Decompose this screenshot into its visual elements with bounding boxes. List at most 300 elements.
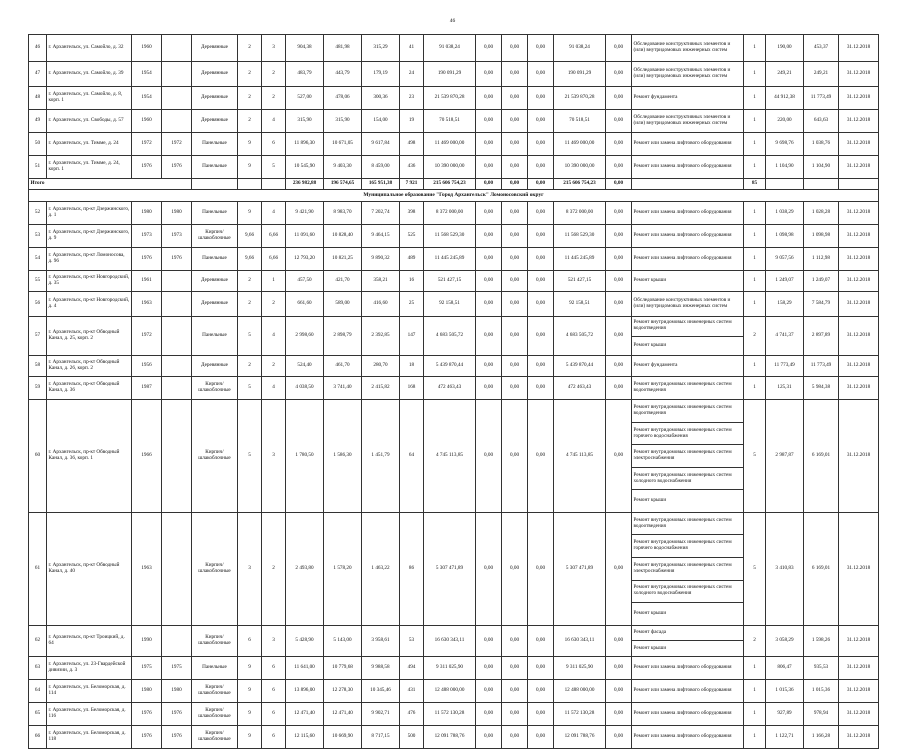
area-a: 1 578,20	[324, 512, 362, 625]
repair-program-table	[28, 34, 879, 749]
wall-material: Кирпич/ шлакоблочные	[192, 377, 238, 400]
total-area: 11 091,60	[286, 225, 324, 248]
build-year: 1987	[132, 377, 162, 400]
fund-cost: 11 469 000,00	[554, 133, 606, 156]
funds-3: 0,00	[528, 133, 554, 156]
total-area: 12 793,20	[286, 248, 324, 271]
unit-cost: 1 038,29	[766, 202, 804, 225]
total-cost: 8 372 000,00	[424, 202, 476, 225]
work-item: Обследование конструктивных элементов и (или) внутридомовых инженерных систем	[633, 41, 731, 53]
funds-1: 0,00	[476, 512, 502, 625]
works-list	[632, 292, 744, 317]
funds-3: 0,00	[528, 377, 554, 400]
total-cost: 9 311 025,90	[424, 656, 476, 679]
limit-cost: 1 015,36	[804, 679, 839, 702]
row-number: 59	[29, 377, 47, 400]
work-count: 5	[744, 512, 766, 625]
wall-material: Панельные	[192, 202, 238, 225]
funds-2: 0,00	[502, 656, 528, 679]
funds-1: 0,00	[476, 62, 502, 87]
work-item: Ремонт или замена лифтового оборудования	[633, 255, 732, 262]
funds-4: 0,00	[606, 725, 632, 748]
floors: 5	[238, 377, 262, 400]
commission-year	[162, 356, 192, 377]
residents: 147	[400, 317, 424, 356]
row-number: 50	[29, 133, 47, 156]
residents: 498	[400, 133, 424, 156]
work-item: Ремонт фундамента	[633, 362, 678, 369]
entrances: 3	[262, 625, 286, 656]
wall-material: Деревянные	[192, 35, 238, 62]
area-a: 10 779,68	[324, 656, 362, 679]
build-year: 1980	[132, 202, 162, 225]
entrances: 1	[262, 271, 286, 292]
area-a: 10 821,25	[324, 248, 362, 271]
wall-material: Деревянные	[192, 356, 238, 377]
wall-material: Кирпич/ шлакоблочные	[192, 225, 238, 248]
address: г. Архангельск, ул. Беломорская, д. 116	[47, 702, 132, 725]
build-year: 1973	[132, 225, 162, 248]
residents: 476	[400, 702, 424, 725]
entrances: 6	[262, 133, 286, 156]
total-area: 2 493,80	[286, 512, 324, 625]
completion-date: 31.12.2018	[839, 356, 879, 377]
wall-material: Кирпич/ шлакоблочные	[192, 512, 238, 625]
area-a: 10 669,90	[324, 725, 362, 748]
commission-year: 1972	[162, 133, 192, 156]
work-count: 1	[744, 356, 766, 377]
address: г. Архангельск, пр-кт Обводный Канал, д. 36	[47, 377, 132, 400]
total-area: 1 780,50	[286, 400, 324, 513]
work-item: Ремонт или замена лифтового оборудования	[633, 663, 732, 670]
row-number: 53	[29, 225, 47, 248]
build-year: 1960	[132, 35, 162, 62]
work-item: Ремонт внутридомовых инженерных систем водоотведения	[632, 513, 743, 536]
area-b: 2 392,85	[362, 317, 400, 356]
entrances: 6	[262, 702, 286, 725]
funds-1: 0,00	[476, 292, 502, 317]
work-count: 1	[744, 271, 766, 292]
funds-4: 0,00	[606, 156, 632, 179]
row-number: 51	[29, 156, 47, 179]
floors: 9	[238, 702, 262, 725]
residents: 494	[400, 656, 424, 679]
total-label: Итого	[29, 179, 192, 190]
commission-year	[162, 87, 192, 110]
floors: 6	[238, 625, 262, 656]
limit-cost: 2 897,89	[804, 317, 839, 356]
total-cost: 12 488 000,00	[424, 679, 476, 702]
limit-cost: 1 104,90	[804, 156, 839, 179]
rows-top	[29, 35, 879, 179]
work-item: Ремонт или замена лифтового оборудования	[633, 163, 732, 170]
works-list	[632, 679, 744, 702]
funds-2: 0,00	[502, 625, 528, 656]
work-count: 1	[744, 87, 766, 110]
area-a: 9 403,30	[324, 156, 362, 179]
wall-material: Деревянные	[192, 110, 238, 133]
funds-4: 0,00	[606, 702, 632, 725]
unit-cost: 1 249,07	[766, 271, 804, 292]
area-a: 8 983,70	[324, 202, 362, 225]
row-number: 56	[29, 292, 47, 317]
floors: 9	[238, 133, 262, 156]
work-item: Обследование конструктивных элементов и (или) внутридомовых инженерных систем	[633, 297, 731, 309]
fund-cost: 190 091,29	[554, 62, 606, 87]
total-cost: 21 539 870,28	[424, 87, 476, 110]
address: г. Архангельск, пр-кт Дзержинского, д. 1	[47, 202, 132, 225]
unit-cost: 1 015,36	[766, 679, 804, 702]
works-list	[632, 512, 744, 625]
residents: 23	[400, 87, 424, 110]
area-a: 421,70	[324, 271, 362, 292]
build-year: 1956	[132, 356, 162, 377]
funds-3: 0,00	[528, 35, 554, 62]
unit-cost: 9 698,76	[766, 133, 804, 156]
work-count: 1	[744, 225, 766, 248]
funds-1: 0,00	[476, 377, 502, 400]
unit-cost: 927,89	[766, 702, 804, 725]
funds-3: 0,00	[528, 625, 554, 656]
funds-3: 0,00	[528, 87, 554, 110]
address: г. Архангельск, ул. 23-Гвардейской дивизии, д. 3	[47, 656, 132, 679]
funds-1: 0,00	[476, 35, 502, 62]
funds-3: 0,00	[528, 679, 554, 702]
funds-4: 0,00	[606, 625, 632, 656]
floors: 2	[238, 356, 262, 377]
table-row	[29, 202, 879, 225]
total-cost: 11 445 245,89	[424, 248, 476, 271]
entrances: 6	[262, 679, 286, 702]
works-list	[632, 377, 744, 400]
funds-3: 0,00	[528, 248, 554, 271]
floors: 9	[238, 725, 262, 748]
address: г. Архангельск, ул. Тимме, д. 24	[47, 133, 132, 156]
address: г. Архангельск, ул. Свободы, д. 57	[47, 110, 132, 133]
residents: 16	[400, 271, 424, 292]
work-item: Ремонт или замена лифтового оборудования	[633, 232, 732, 239]
limit-cost: 11 773,49	[804, 87, 839, 110]
completion-date: 31.12.2018	[839, 725, 879, 748]
entrances: 4	[262, 202, 286, 225]
build-year: 1972	[132, 133, 162, 156]
unit-cost: 1 098,98	[766, 225, 804, 248]
unit-cost: 806,47	[766, 656, 804, 679]
commission-year	[162, 400, 192, 513]
entrances: 4	[262, 377, 286, 400]
row-number: 46	[29, 35, 47, 62]
completion-date: 31.12.2018	[839, 377, 879, 400]
funds-2: 0,00	[502, 202, 528, 225]
row-number: 47	[29, 62, 47, 87]
address: г. Архангельск, пр-кт Обводный Канал, д. 26, корп. 2	[47, 356, 132, 377]
residents: 64	[400, 400, 424, 513]
funds-2: 0,00	[502, 110, 528, 133]
entrances: 6	[262, 725, 286, 748]
floors: 2	[238, 35, 262, 62]
row-number: 64	[29, 679, 47, 702]
funds-2: 0,00	[502, 35, 528, 62]
work-count: 1	[744, 679, 766, 702]
residents: 525	[400, 225, 424, 248]
build-year: 1960	[132, 110, 162, 133]
area-b: 2 415,82	[362, 377, 400, 400]
work-count: 1	[744, 110, 766, 133]
area-a: 481,98	[324, 35, 362, 62]
build-year: 1972	[132, 317, 162, 356]
area-b: 9 902,71	[362, 702, 400, 725]
funds-1: 0,00	[476, 248, 502, 271]
limit-cost: 1 249,07	[804, 271, 839, 292]
total-cost: 521 427,15	[424, 271, 476, 292]
section-header	[29, 190, 879, 202]
unit-cost: 9 057,56	[766, 248, 804, 271]
fund-cost: 9 311 025,90	[554, 656, 606, 679]
table-row	[29, 248, 879, 271]
funds-4: 0,00	[606, 225, 632, 248]
build-year: 1990	[132, 625, 162, 656]
works-list	[632, 656, 744, 679]
limit-cost: 1 098,98	[804, 225, 839, 248]
fund-cost: 11 572 130,28	[554, 702, 606, 725]
entrances: 3	[262, 400, 286, 513]
limit-cost: 643,63	[804, 110, 839, 133]
commission-year: 1976	[162, 725, 192, 748]
floors: 5	[238, 400, 262, 513]
commission-year: 1975	[162, 656, 192, 679]
work-item: Ремонт фундамента	[633, 94, 678, 101]
total-cost: 91 038,24	[424, 35, 476, 62]
total-cost: 11 469 000,00	[424, 133, 476, 156]
work-item: Ремонт крыши	[633, 277, 667, 284]
entrances: 4	[262, 110, 286, 133]
build-year: 1963	[132, 292, 162, 317]
limit-cost: 1 598,26	[804, 625, 839, 656]
total-area: 12 471,40	[286, 702, 324, 725]
floors: 9	[238, 156, 262, 179]
area-a: 10 671,05	[324, 133, 362, 156]
total-cost: 4 683 505,72	[424, 317, 476, 356]
work-count: 1	[744, 656, 766, 679]
works-list	[632, 725, 744, 748]
total-cost: 5 307 471,89	[424, 512, 476, 625]
area-b: 154,00	[362, 110, 400, 133]
total-area: 13 896,00	[286, 679, 324, 702]
total-cost: 70 518,51	[424, 110, 476, 133]
wall-material: Кирпич/ шлакоблочные	[192, 679, 238, 702]
funds-2: 0,00	[502, 133, 528, 156]
unit-cost: 220,00	[766, 110, 804, 133]
total-area: 483,79	[286, 62, 324, 87]
work-item: Обследование конструктивных элементов и (или) внутридомовых инженерных систем	[633, 67, 731, 79]
table-row	[29, 725, 879, 748]
completion-date: 31.12.2018	[839, 400, 879, 513]
table-row	[29, 156, 879, 179]
fund-cost: 70 518,51	[554, 110, 606, 133]
area-a: 315,90	[324, 110, 362, 133]
residents: 489	[400, 248, 424, 271]
residents: 18	[400, 356, 424, 377]
total-count: 85	[744, 179, 766, 190]
address: г. Архангельск, ул. Самойло, д. 32	[47, 35, 132, 62]
wall-material: Деревянные	[192, 271, 238, 292]
funds-2: 0,00	[502, 87, 528, 110]
floors: 9	[238, 679, 262, 702]
commission-year	[162, 625, 192, 656]
row-number: 62	[29, 625, 47, 656]
area-b: 1 451,79	[362, 400, 400, 513]
completion-date: 31.12.2018	[839, 512, 879, 625]
funds-1: 0,00	[476, 271, 502, 292]
work-item: Ремонт внутридомовых инженерных систем горячего водоснабжения	[632, 535, 743, 558]
funds-1: 0,00	[476, 725, 502, 748]
address: г. Архангельск, ул. Беломорская, д. 114	[47, 679, 132, 702]
funds-3: 0,00	[528, 202, 554, 225]
completion-date: 31.12.2018	[839, 679, 879, 702]
area-a: 5 143,00	[324, 625, 362, 656]
total-cost: 472 463,43	[424, 377, 476, 400]
build-year: 1976	[132, 725, 162, 748]
address: г. Архангельск, пр-кт Троицкий, д. 64	[47, 625, 132, 656]
limit-cost: 7 584,79	[804, 292, 839, 317]
work-item: Ремонт внутридомовых инженерных систем водоотведения	[632, 317, 743, 337]
completion-date: 31.12.2018	[839, 156, 879, 179]
address: г. Архангельск, пр-кт Ломоносова, д. 96	[47, 248, 132, 271]
table-row	[29, 356, 879, 377]
unit-cost: 3 058,29	[766, 625, 804, 656]
floors: 2	[238, 62, 262, 87]
funds-2: 0,00	[502, 271, 528, 292]
area-b: 179,19	[362, 62, 400, 87]
work-item: Ремонт или замена лифтового оборудования	[633, 709, 732, 716]
build-year: 1976	[132, 156, 162, 179]
entrances: 4	[262, 317, 286, 356]
funds-2: 0,00	[502, 292, 528, 317]
table-row	[29, 62, 879, 87]
build-year: 1976	[132, 702, 162, 725]
funds-4: 0,00	[606, 356, 632, 377]
funds-1: 0,00	[476, 317, 502, 356]
total-cost: 190 091,29	[424, 62, 476, 87]
fund-cost: 16 630 343,11	[554, 625, 606, 656]
fund-cost: 8 372 000,00	[554, 202, 606, 225]
entrances: 2	[262, 356, 286, 377]
area-a: 3 741,40	[324, 377, 362, 400]
area-b: 9 617,84	[362, 133, 400, 156]
rows-bottom	[29, 202, 879, 749]
total-area: 527,00	[286, 87, 324, 110]
work-count: 1	[744, 702, 766, 725]
table-row	[29, 702, 879, 725]
completion-date: 31.12.2018	[839, 35, 879, 62]
row-number: 63	[29, 656, 47, 679]
wall-material: Деревянные	[192, 292, 238, 317]
funds-3: 0,00	[528, 400, 554, 513]
address: г. Архангельск, ул. Самойло, д. 8, корп. 1	[47, 87, 132, 110]
fund-cost: 21 539 870,28	[554, 87, 606, 110]
residents: 500	[400, 725, 424, 748]
commission-year	[162, 512, 192, 625]
funds-3: 0,00	[528, 725, 554, 748]
works-list	[632, 356, 744, 377]
work-count: 1	[744, 133, 766, 156]
fund-cost: 12 091 788,76	[554, 725, 606, 748]
limit-cost: 935,53	[804, 656, 839, 679]
funds-3: 0,00	[528, 292, 554, 317]
floors: 9,66	[238, 225, 262, 248]
address: г. Архангельск, пр-кт Обводный Канал, д. 40	[47, 512, 132, 625]
table-row	[29, 656, 879, 679]
funds-4: 0,00	[606, 656, 632, 679]
completion-date: 31.12.2018	[839, 317, 879, 356]
funds-3: 0,00	[528, 356, 554, 377]
area-b: 280,70	[362, 356, 400, 377]
build-year: 1954	[132, 87, 162, 110]
funds-2: 0,00	[502, 156, 528, 179]
total-area: 11 641,00	[286, 656, 324, 679]
wall-material: Кирпич/ шлакоблочные	[192, 625, 238, 656]
funds-3: 0,00	[528, 702, 554, 725]
commission-year	[162, 317, 192, 356]
entrances: 5	[262, 156, 286, 179]
build-year: 1966	[132, 400, 162, 513]
residents: 41	[400, 35, 424, 62]
work-count: 2	[744, 625, 766, 656]
total-area: 315,90	[286, 110, 324, 133]
funds-4: 0,00	[606, 133, 632, 156]
total-cost: 11 568 529,30	[424, 225, 476, 248]
funds-4: 0,00	[606, 317, 632, 356]
residents: 53	[400, 625, 424, 656]
total-cost: 12 091 788,76	[424, 725, 476, 748]
fund-cost: 10 390 000,00	[554, 156, 606, 179]
area-b: 9 890,32	[362, 248, 400, 271]
fund-cost: 5 307 471,89	[554, 512, 606, 625]
completion-date: 31.12.2018	[839, 292, 879, 317]
table-row	[29, 87, 879, 110]
funds-1: 0,00	[476, 356, 502, 377]
area-b: 8 717,15	[362, 725, 400, 748]
table-row	[29, 292, 879, 317]
works-list	[632, 702, 744, 725]
funds-2: 0,00	[502, 725, 528, 748]
total-area: 5 428,90	[286, 625, 324, 656]
work-count: 1	[744, 248, 766, 271]
funds-2: 0,00	[502, 512, 528, 625]
work-count: 1	[744, 292, 766, 317]
limit-cost: 5 984,38	[804, 377, 839, 400]
table-row	[29, 400, 879, 513]
total-fund-cost: 215 606 754,23	[554, 179, 606, 190]
floors: 9	[238, 202, 262, 225]
build-year: 1961	[132, 271, 162, 292]
funds-2: 0,00	[502, 62, 528, 87]
area-a: 1 586,30	[324, 400, 362, 513]
commission-year	[162, 110, 192, 133]
limit-cost: 1 038,76	[804, 133, 839, 156]
entrances: 2	[262, 292, 286, 317]
work-count: 1	[744, 35, 766, 62]
total-cost: 11 572 130,28	[424, 702, 476, 725]
residents: 24	[400, 62, 424, 87]
residents: 431	[400, 679, 424, 702]
area-a: 478,06	[324, 87, 362, 110]
funds-2: 0,00	[502, 317, 528, 356]
work-count: 1	[744, 725, 766, 748]
commission-year: 1973	[162, 225, 192, 248]
unit-cost: 2 987,87	[766, 400, 804, 513]
funds-2: 0,00	[502, 377, 528, 400]
